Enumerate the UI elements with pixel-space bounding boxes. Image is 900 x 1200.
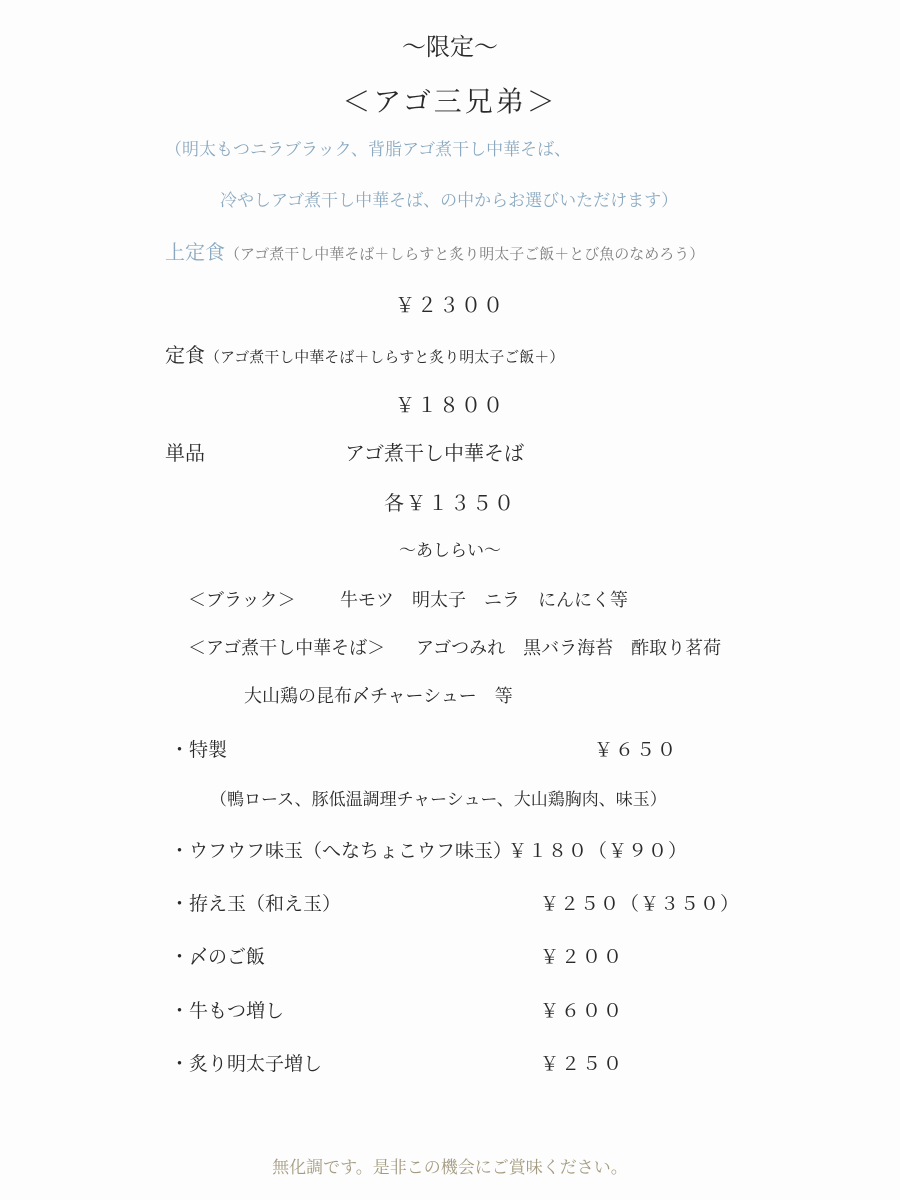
- teishoku-label: 定食: [165, 343, 205, 367]
- ashirai-ago-items: アゴつみれ 黒バラ海苔 酢取り茗荷: [416, 638, 722, 659]
- topping-mentaiko-price: ￥２５０: [540, 1053, 625, 1075]
- jo-teishoku-price: ￥２３００: [395, 293, 505, 317]
- topping-koshiraedama-name: ・拵え玉（和え玉）: [170, 893, 342, 915]
- jo-teishoku-row: [165, 242, 704, 262]
- topping-koshiraedama-price: ￥２５０（￥３５０）: [540, 893, 741, 915]
- choice-note-line2: 冷やしアゴ煮干し中華そば、の中からお選びいただけます）: [220, 191, 679, 211]
- tanpin-label: 単品: [165, 441, 205, 465]
- topping-ufuuf-price: ￥１８０（￥９０）: [508, 840, 689, 862]
- topping-tokusei-desc: （鴨ロース、豚低温調理チャーシュー、大山鶏胸肉、味玉）: [210, 790, 667, 810]
- topping-gyumotsu-price: ￥６００: [540, 1000, 625, 1022]
- ashirai-black-label: ＜ブラック＞: [188, 590, 296, 611]
- topping-tokusei-name: ・特製: [170, 739, 228, 761]
- limited-heading: 〜限定〜: [402, 33, 498, 61]
- choice-note-line1: （明太もつニラブラック、背脂アゴ煮干し中華そば、: [165, 140, 572, 160]
- topping-shime-gohan-name: ・〆のご飯: [170, 946, 266, 968]
- teishoku-desc: （アゴ煮干し中華そば＋しらすと炙り明太子ご飯＋）: [205, 348, 565, 366]
- topping-ufuuf-name: ・ウフウフ味玉（へなちょこウフ味玉）: [170, 840, 513, 862]
- topping-gyumotsu-name: ・牛もつ増し: [170, 1000, 285, 1022]
- topping-tokusei-price: ￥６５０: [594, 739, 679, 761]
- teishoku-price: ￥１８００: [395, 393, 505, 417]
- teishoku-row: [165, 345, 564, 365]
- ashirai-ago-label: ＜アゴ煮干し中華そば＞: [188, 638, 386, 659]
- jo-teishoku-label: 上定食: [165, 240, 225, 264]
- tanpin-price: 各￥１３５０: [384, 491, 516, 515]
- topping-mentaiko-name: ・炙り明太子増し: [170, 1053, 323, 1075]
- ashirai-heading: 〜あしらい〜: [399, 541, 501, 561]
- ashirai-black-items: 牛モツ 明太子 ニラ にんにく等: [340, 590, 628, 611]
- jo-teishoku-desc: （アゴ煮干し中華そば＋しらすと炙り明太子ご飯＋とび魚のなめろう）: [225, 245, 705, 263]
- ashirai-ago-items2: 大山鶏の昆布〆チャーシュー 等: [244, 686, 513, 707]
- tanpin-name: アゴ煮干し中華そば: [345, 441, 524, 465]
- footer-note: 無化調です。是非この機会にご賞味ください。: [272, 1158, 628, 1178]
- topping-shime-gohan-price: ￥２００: [540, 946, 625, 968]
- menu-title: ＜アゴ三兄弟＞: [342, 85, 558, 118]
